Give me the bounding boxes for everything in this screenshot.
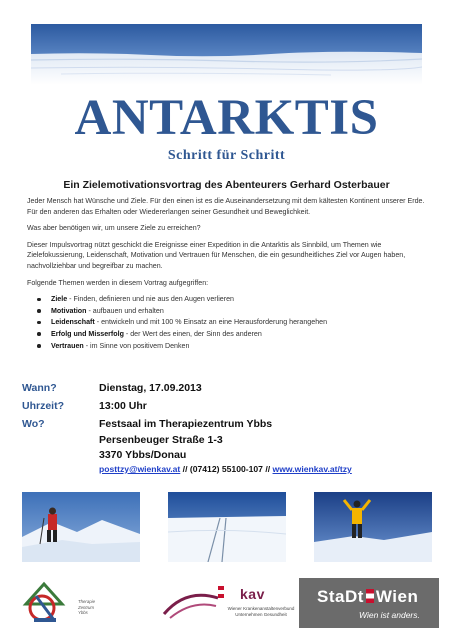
venue-name: Festsaal im Therapiezentrum Ybbs [99, 418, 273, 430]
stadt-wien-wordmark [317, 587, 418, 607]
tz-logo-text: Therapie Zentrum Ybbs [78, 599, 95, 615]
separator: // [262, 464, 273, 474]
kav-logo [156, 578, 296, 628]
bullet-icon [37, 344, 41, 348]
sponsor-logos [14, 578, 439, 628]
ski-tracks-photo [168, 492, 286, 562]
list-item [37, 294, 429, 305]
email-link[interactable]: posttzy@wienkav.at [99, 464, 181, 474]
header-landscape-image [31, 24, 422, 85]
topic-text: - entwickeln und mit 100 % Einsatz an eine Herausforderung herangehen [94, 318, 328, 327]
topic-term: Erfolg und Misserfolg [51, 329, 124, 338]
time-value: 13:00 Uhr [99, 400, 147, 412]
event-details [22, 379, 442, 474]
list-item [37, 306, 429, 317]
contact-line [99, 464, 442, 474]
kav-subtitle: Wiener Krankenanstaltenverbund Unternehmen Gesundheit [227, 606, 295, 617]
topic-term: Leidenschaft [51, 318, 95, 327]
topics-list [27, 294, 429, 351]
bullet-icon [37, 298, 41, 302]
topic-text: - im Sinne von positivem Denken [83, 341, 190, 350]
venue-street: Persenbeuger Straße 1-3 [99, 434, 223, 446]
description-body [27, 196, 429, 352]
kav-name: kav [240, 586, 265, 602]
kav-swoosh-icon [156, 578, 226, 628]
stadt-word: StaDt [317, 587, 364, 606]
phone-number: (07412) 55100-107 [189, 464, 263, 474]
separator: // [180, 464, 190, 474]
website-link[interactable]: www.wienkav.at/tzy [272, 464, 352, 474]
bullet-icon [37, 309, 41, 313]
time-row [22, 397, 442, 415]
venue-city: 3370 Ybbs/Donau [99, 449, 187, 461]
time-label: Uhrzeit? [22, 400, 64, 412]
summit-photo [314, 492, 432, 562]
vienna-flag-icon [366, 589, 374, 603]
stadt-wien-logo [299, 578, 439, 628]
stadt-wien-slogan: Wien ist anders. [359, 610, 420, 620]
paragraph-impulse: Dieser Impulsvortrag nützt geschickt die Ereignisse einer Expedition in die Antarktis als Sinnbild, um Themen wie Zielefokussierung, Leidenschaft, Motivation und Vertrauen für Menschen, die ein gesundheitliches Ziel vor Augen haben, nachvollziehbar und begreifbar zu machen. [27, 240, 406, 270]
where-label: Wo? [22, 418, 45, 430]
page-subtitle: Schritt für Schritt [167, 148, 286, 163]
topic-term: Ziele [51, 295, 68, 304]
tz-mark-icon [14, 578, 74, 628]
list-item [37, 341, 429, 352]
lecture-headline: Ein Zielemotivationsvortrag des Abenteurers Gerhard Osterbauer [63, 179, 390, 191]
paragraph-topics-intro: Folgende Themen werden in diesem Vortrag aufgegriffen: [27, 278, 209, 287]
topic-text: - aufbauen und erhalten [86, 306, 164, 315]
when-value: Dienstag, 17.09.2013 [99, 382, 202, 394]
topic-text: - der Wert des einen, der Sinn des anderen [123, 329, 262, 338]
bullet-icon [37, 321, 41, 325]
therapiezentrum-logo [14, 578, 154, 628]
bullet-icon [37, 332, 41, 336]
list-item [37, 317, 429, 328]
list-item [37, 329, 429, 340]
topic-term: Vertrauen [51, 341, 84, 350]
when-row [22, 379, 442, 397]
topic-text: - Finden, definieren und nie aus den Augen verlieren [67, 295, 234, 304]
paragraph-intro: Jeder Mensch hat Wünsche und Ziele. Für den einen ist es die Auseinandersetzung mit dem kältesten Kontinent unserer Erde. Für den anderen das Erhalten oder Wiedererlangen seiner Gesundheit und Beweglichkeit. [27, 197, 425, 216]
climber-photo [22, 492, 140, 562]
topic-term: Motivation [51, 306, 87, 315]
when-label: Wann? [22, 382, 57, 394]
page-title: ANTARKTIS [74, 90, 379, 146]
paragraph-question: Was aber benötigen wir, um unsere Ziele zu erreichen? [27, 224, 201, 233]
wien-word: Wien [375, 587, 419, 606]
where-row [22, 415, 442, 433]
